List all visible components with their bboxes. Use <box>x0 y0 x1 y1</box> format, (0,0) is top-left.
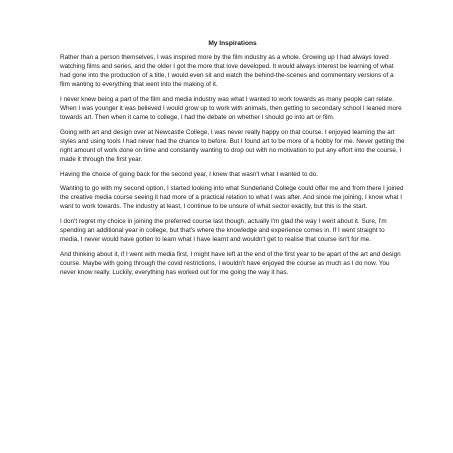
paragraph-5: Wanting to go with my second option, I started looking into what Sunderland College could offer me and from there I joined the creative media course seeing it had more of a practical relation to what I was after. And since me joining, I know what I want to work towards. The industry at least, I continue to be unsure of what sector exactly, but this is the start. <box>60 185 404 211</box>
paragraph-7: And thinking about it, if I went with media first, I might have left at the end of the first year to be apart of the art and design course. Maybe with going through the covid restrictions, I wouldn't have enjoyed the course as much as I do now. You never know really. Luckily, everything has worked out for me going the way it has. <box>60 250 401 276</box>
paragraph-4: Having the choice of going back for the second year, I knew that wasn't what I wanted to do. <box>60 170 318 178</box>
paragraph-3: Going with art and design over at Newcastle College, I was never really happy on that course. I enjoyed learning the art styles and using tools I had never had the chance to before. But I found art to be more of a hobby for me. Never getting the right amount of work done on time and constantly wanting to drop out with no motivation to put any effort into the course, I made it through the first year. <box>60 128 405 163</box>
document-body <box>60 40 405 282</box>
paragraph-2: I never knew being a part of the film and media industry was what I wanted to work towards as many people can relate. When I was younger it was believed I would grow up to work with animals, then getting to secondary school I leaned more towards art. Then when it came to college, I had the debate on whether I should go into art or film. <box>60 95 402 122</box>
document-title: My Inspirations <box>208 40 257 47</box>
paragraph-6: I don't regret my choice in joining the preferred course last though, actually I'm glad the way I went about it. Sure, I'm spending an additional year in college, but that's where the knowledge and experience comes in. If I went straight to media, I never would have gotten to learn what I have learnt and wouldn't get to realise that course isn't for me. <box>60 217 387 244</box>
paragraph-1: Rather than a person themselves, I was inspired more by the film industry as a whole. Growing up I had always loved watching films and series, and the older I got the more that love developed. It would always interest be learning of what had gone into the production of a title, I would even sit and watch the behind-the-scenes and commentary versions of a film wanting to everything that went into the making of it. <box>60 54 394 89</box>
